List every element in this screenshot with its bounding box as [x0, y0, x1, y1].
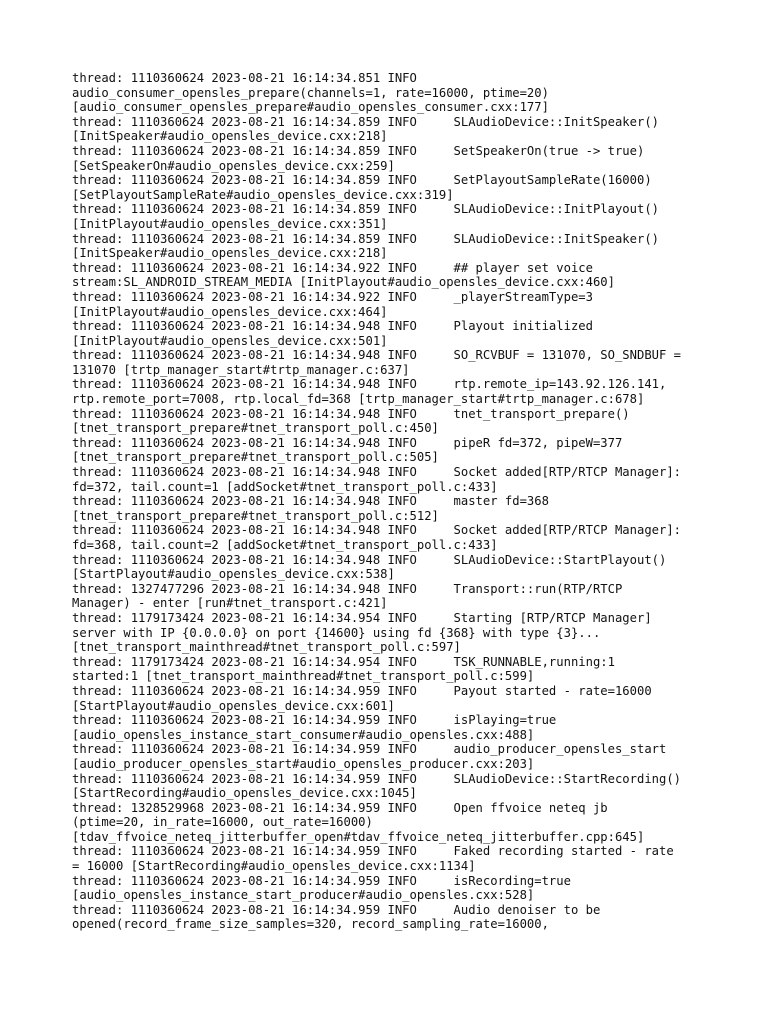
log-line: thread: 1110360624 2023-08-21 16:14:34.959 INFO isRecording=true	[72, 873, 571, 888]
log-line: thread: 1110360624 2023-08-21 16:14:34.948 INFO Socket added[RTP/RTCP Manager]:	[72, 523, 682, 538]
log-line: thread: 1110360624 2023-08-21 16:14:34.948 INFO rtp.remote_ip=143.92.126.141,	[72, 377, 667, 392]
log-line: thread: 1110360624 2023-08-21 16:14:34.922 INFO ## player set voice	[72, 260, 593, 275]
log-line: thread: 1110360624 2023-08-21 16:14:34.948 INFO master fd=368	[72, 494, 549, 509]
log-line: opened(record_frame_size_samples=320, record_sampling_rate=16000,	[72, 917, 549, 932]
log-line: thread: 1110360624 2023-08-21 16:14:34.959 INFO Audio denoiser to be	[72, 902, 601, 917]
log-line: [tnet_transport_prepare#tnet_transport_poll.c:450]	[72, 421, 439, 436]
log-line: [audio_opensles_instance_start_producer#audio_opensles.cxx:528]	[72, 888, 535, 903]
log-line: audio_consumer_opensles_prepare(channels=1, rate=16000, ptime=20)	[72, 85, 549, 100]
log-line: thread: 1328529968 2023-08-21 16:14:34.959 INFO Open ffvoice neteq jb	[72, 800, 608, 815]
log-line: [audio_consumer_opensles_prepare#audio_opensles_consumer.cxx:177]	[72, 100, 549, 115]
log-line: thread: 1110360624 2023-08-21 16:14:34.959 INFO isPlaying=true	[72, 713, 557, 728]
log-line: [InitSpeaker#audio_opensles_device.cxx:218]	[72, 246, 388, 261]
log-line: thread: 1110360624 2023-08-21 16:14:34.859 INFO SetSpeakerOn(true -> true)	[72, 143, 645, 158]
log-line: [SetSpeakerOn#audio_opensles_device.cxx:259]	[72, 158, 395, 173]
log-line: [tnet_transport_mainthread#tnet_transport_poll.c:597]	[72, 640, 461, 655]
log-line: thread: 1110360624 2023-08-21 16:14:34.959 INFO Faked recording started - rate	[72, 844, 674, 859]
log-line: [StartPlayout#audio_opensles_device.cxx:538]	[72, 567, 395, 582]
log-line: [SetPlayoutSampleRate#audio_opensles_device.cxx:319]	[72, 187, 454, 202]
log-line: [StartPlayout#audio_opensles_device.cxx:601]	[72, 698, 395, 713]
log-line: thread: 1110360624 2023-08-21 16:14:34.959 INFO audio_producer_opensles_start	[72, 742, 667, 757]
log-line: thread: 1110360624 2023-08-21 16:14:34.948 INFO pipeR fd=372, pipeW=377	[72, 435, 623, 450]
log-line: [InitPlayout#audio_opensles_device.cxx:464]	[72, 304, 388, 319]
log-line: thread: 1327477296 2023-08-21 16:14:34.948 INFO Transport::run(RTP/RTCP	[72, 581, 623, 596]
log-line: thread: 1110360624 2023-08-21 16:14:34.851 INFO	[72, 71, 417, 85]
log-line: thread: 1179173424 2023-08-21 16:14:34.954 INFO Starting [RTP/RTCP Manager]	[72, 610, 652, 625]
log-line: thread: 1110360624 2023-08-21 16:14:34.859 INFO SLAudioDevice::InitPlayout()	[72, 202, 659, 217]
log-line: thread: 1110360624 2023-08-21 16:14:34.859 INFO SLAudioDevice::InitSpeaker()	[72, 231, 659, 246]
log-text	[72, 71, 712, 932]
log-line: thread: 1110360624 2023-08-21 16:14:34.948 INFO Playout initialized	[72, 319, 593, 334]
log-line: [tnet_transport_prepare#tnet_transport_poll.c:505]	[72, 450, 439, 465]
log-line: = 16000 [StartRecording#audio_opensles_device.cxx:1134]	[72, 859, 476, 874]
log-line: rtp.remote_port=7008, rtp.local_fd=368 [trtp_manager_start#trtp_manager.c:678]	[72, 392, 645, 407]
log-line: thread: 1110360624 2023-08-21 16:14:34.948 INFO Socket added[RTP/RTCP Manager]:	[72, 465, 682, 480]
log-line: fd=368, tail.count=2 [addSocket#tnet_transport_poll.c:433]	[72, 538, 498, 552]
log-line: thread: 1110360624 2023-08-21 16:14:34.948 INFO SO_RCVBUF = 131070, SO_SNDBUF =	[72, 348, 682, 363]
log-line: [audio_opensles_instance_start_consumer#audio_opensles.cxx:488]	[72, 727, 535, 742]
log-line: [StartRecording#audio_opensles_device.cxx:1045]	[72, 786, 417, 801]
log-line: server with IP {0.0.0.0} on port {14600} using fd {368} with type {3}...	[72, 625, 601, 640]
log-line: [audio_producer_opensles_start#audio_opensles_producer.cxx:203]	[72, 756, 535, 771]
log-line: [tnet_transport_prepare#tnet_transport_poll.c:512]	[72, 508, 439, 523]
log-line: (ptime=20, in_rate=16000, out_rate=16000)	[72, 815, 373, 830]
log-line: thread: 1110360624 2023-08-21 16:14:34.948 INFO tnet_transport_prepare()	[72, 406, 630, 421]
log-line: thread: 1110360624 2023-08-21 16:14:34.859 INFO SetPlayoutSampleRate(16000)	[72, 173, 652, 188]
log-line: thread: 1110360624 2023-08-21 16:14:34.959 INFO Payout started - rate=16000	[72, 683, 652, 698]
log-line: [tdav_ffvoice_neteq_jitterbuffer_open#tdav_ffvoice_neteq_jitterbuffer.cpp:645]	[72, 829, 645, 844]
log-line: [InitPlayout#audio_opensles_device.cxx:501]	[72, 333, 388, 348]
log-line: thread: 1110360624 2023-08-21 16:14:34.859 INFO SLAudioDevice::InitSpeaker()	[72, 114, 659, 129]
log-line: thread: 1179173424 2023-08-21 16:14:34.954 INFO TSK_RUNNABLE,running:1	[72, 654, 615, 669]
log-line: [InitPlayout#audio_opensles_device.cxx:351]	[72, 216, 388, 231]
log-line: started:1 [tnet_transport_mainthread#tnet_transport_poll.c:599]	[72, 669, 535, 684]
log-line: thread: 1110360624 2023-08-21 16:14:34.948 INFO SLAudioDevice::StartPlayout()	[72, 552, 667, 567]
log-line: 131070 [trtp_manager_start#trtp_manager.c:637]	[72, 362, 410, 377]
log-line: thread: 1110360624 2023-08-21 16:14:34.959 INFO SLAudioDevice::StartRecording()	[72, 771, 682, 786]
log-line: fd=372, tail.count=1 [addSocket#tnet_transport_poll.c:433]	[72, 479, 498, 494]
log-line: [InitSpeaker#audio_opensles_device.cxx:218]	[72, 129, 388, 144]
log-line: thread: 1110360624 2023-08-21 16:14:34.922 INFO _playerStreamType=3	[72, 289, 593, 304]
log-line: stream:SL_ANDROID_STREAM_MEDIA [InitPlayout#audio_opensles_device.cxx:460]	[72, 275, 615, 290]
log-line: Manager) - enter [run#tnet_transport.c:421]	[72, 596, 388, 611]
